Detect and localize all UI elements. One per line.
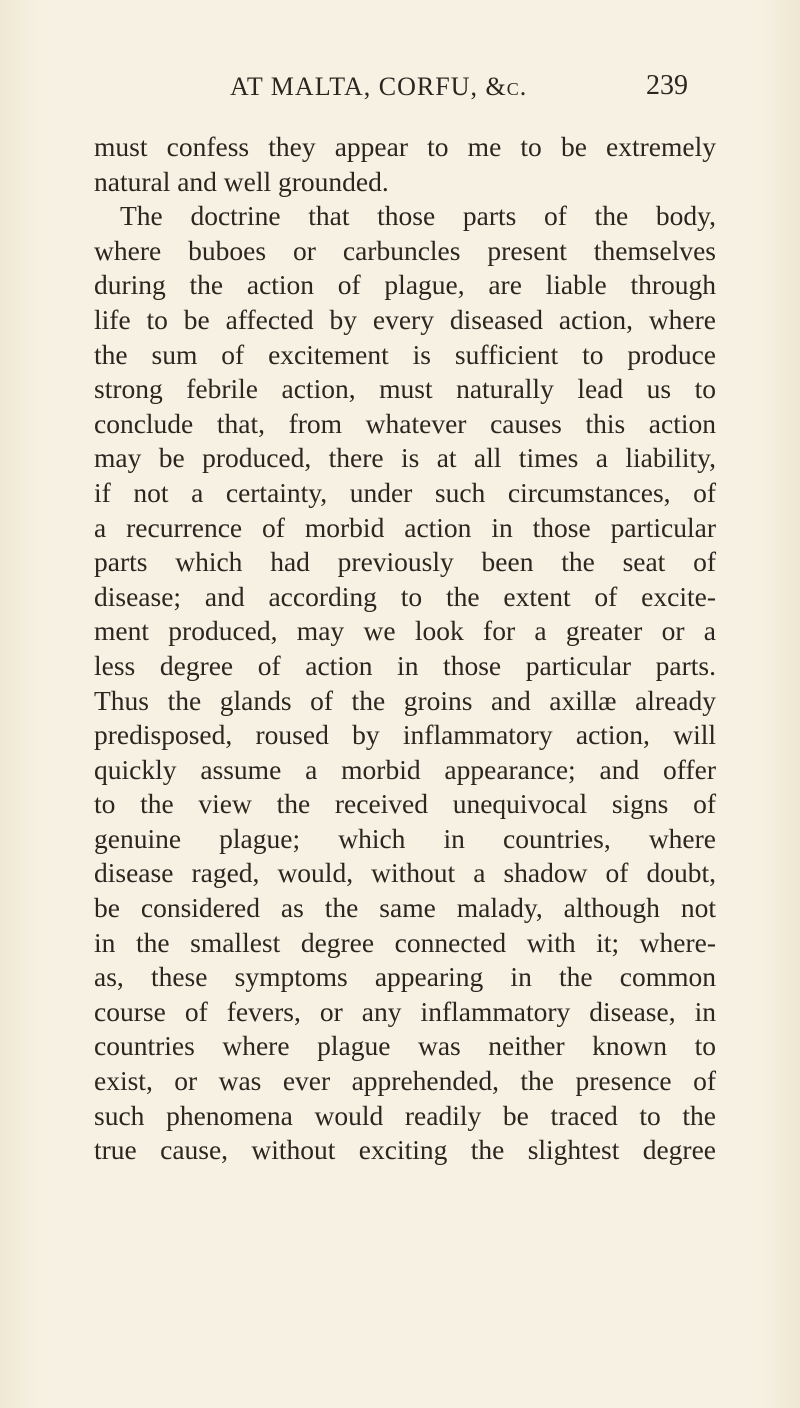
text-line: exist, or was ever apprehended, the presence of (94, 1065, 716, 1097)
text-line: during the action of plague, are liable through (94, 269, 716, 301)
text-line: must confess they appear to me to be extremely (94, 131, 716, 162)
text-line: course of fevers, or any inflammatory disease, in (94, 995, 716, 1027)
text-line: quickly assume a morbid appearance; and offer (94, 753, 716, 785)
text-line: conclude that, from whatever causes this action (94, 407, 716, 439)
text-line: life to be affected by every diseased action, where (94, 303, 716, 335)
text-line: less degree of action in those particular parts. (94, 649, 716, 681)
text-line: as, these symptoms appearing in the common (94, 961, 716, 993)
text-line: natural and well grounded. (94, 165, 389, 197)
text-line: in the smallest degree connected with it; where- (94, 926, 716, 958)
text-line: the sum of excitement is sufficient to produce (94, 338, 716, 370)
text-line: where buboes or carbuncles present themselves (94, 234, 716, 266)
text-line: may be produced, there is at all times a liability, (94, 442, 716, 474)
text-line: true cause, without exciting the slightest degree (94, 1134, 716, 1166)
text-line: Thus the glands of the groins and axillæ already (94, 684, 716, 716)
text-line: disease; and according to the extent of excite- (94, 580, 716, 612)
text-line: countries where plague was neither known to (94, 1030, 716, 1062)
text-line: disease raged, would, without a shadow of doubt, (94, 857, 716, 889)
text-line: The doctrine that those parts of the body, (120, 200, 716, 232)
text-line: a recurrence of morbid action in those particular (94, 511, 716, 543)
text-line: predisposed, roused by inflammatory action, will (94, 719, 716, 751)
running-head: AT MALTA, CORFU, &c. (230, 72, 528, 101)
page-number: 239 (646, 70, 688, 101)
text-line: if not a certainty, under such circumstances, of (94, 476, 716, 508)
text-line: such phenomena would readily be traced to the (94, 1099, 716, 1131)
text-line: be considered as the same malady, although not (94, 892, 716, 924)
body-text (94, 130, 716, 1168)
text-line: genuine plague; which in countries, where (94, 822, 716, 854)
text-line: to the view the received unequivocal signs of (94, 788, 716, 820)
text-line: parts which had previously been the seat of (94, 546, 716, 578)
text-line: ment produced, may we look for a greater or a (94, 615, 716, 647)
text-line: strong febrile action, must naturally lead us to (94, 373, 716, 405)
